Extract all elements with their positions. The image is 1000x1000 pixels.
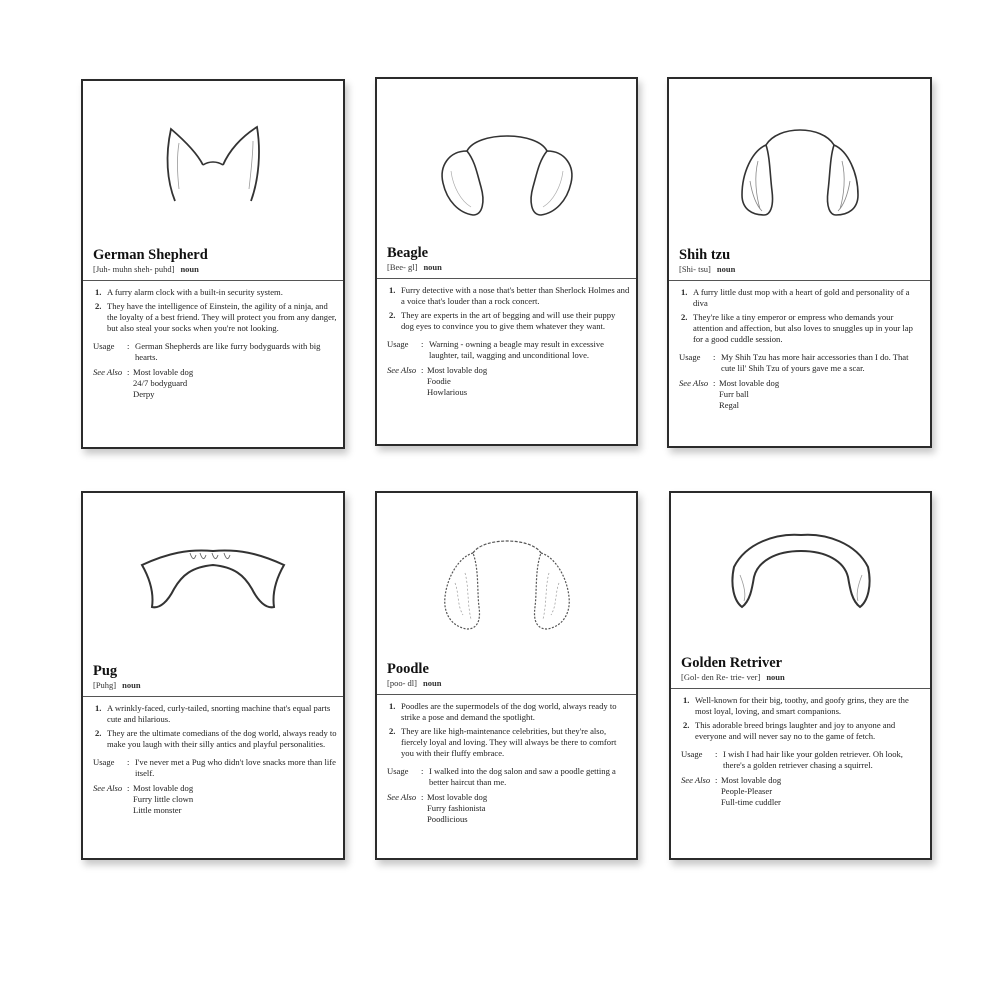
long-hair-ears-icon xyxy=(669,121,930,231)
card-shih-tzu xyxy=(667,77,932,448)
pronunciation: [Gol- den Re- trie- ver] noun xyxy=(681,672,785,682)
see-also: See Also : Most lovable dog Foodie Howlarious xyxy=(387,365,488,397)
definition-1: 1. A furry little dust mop with a heart of gold and personality of a diva xyxy=(681,287,910,308)
breed-title: German Shepherd xyxy=(93,247,208,263)
pronunciation: [Bee- gl] noun xyxy=(387,262,442,272)
see-also: See Also : Most lovable dog 24/7 bodyguard Derpy xyxy=(93,367,194,399)
divider xyxy=(669,280,930,281)
definition-1: 1. Well-known for their big, toothy, and goofy grins, they are the most loyal, loving, and smart companions. xyxy=(683,695,909,716)
floppy-ears-icon xyxy=(377,121,636,231)
see-also: See Also : Most lovable dog Furr ball Regal xyxy=(679,378,780,410)
see-also: See Also : Most lovable dog People-Pleaser Full-time cuddler xyxy=(681,775,782,807)
card-beagle xyxy=(375,77,638,446)
divider xyxy=(377,694,636,695)
breed-title: Pug xyxy=(93,663,118,679)
card-german-shepherd xyxy=(81,79,345,449)
divider xyxy=(377,278,636,279)
usage: Usage : I wish I had hair like your golden retriever. Oh look, there's a golden retriever chasing a squirrel. xyxy=(681,749,903,770)
usage: Usage : I've never met a Pug who didn't love snacks more than life itself. xyxy=(93,757,336,778)
pronunciation: [Puhg] noun xyxy=(93,680,141,690)
usage: Usage : Warning - owning a beagle may result in excessive laughter, tail, wagging and unconditional love. xyxy=(387,339,604,360)
definition-2: 2. They are the ultimate comedians of the dog world, always ready to make you laugh with their silly antics and playful personalities. xyxy=(95,728,337,749)
breed-title: Beagle xyxy=(387,245,429,261)
usage: Usage : My Shih Tzu has more hair accessories than I do. That cute lil' Shih Tzu of yours gave me a scar. xyxy=(679,352,909,373)
pointed-ears-icon xyxy=(83,121,343,231)
definition-2: 2. This adorable breed brings laughter and joy to anyone and everyone and will never say no to the game of fetch. xyxy=(683,720,896,741)
definition-1: 1. A furry alarm clock with a built-in security system. xyxy=(95,287,283,297)
card-pug xyxy=(81,491,345,860)
definition-2: 2. They are like high-maintenance celebrities, but they're also, fiercely loyal and loving. They will always be there to comfort you with their fluffy embrace. xyxy=(389,726,617,758)
definition-1: 1. Poodles are the supermodels of the dog world, always ready to strike a pose and demand the spotlight. xyxy=(389,701,617,722)
definition-1: 1. Furry detective with a nose that's better than Sherlock Holmes and a voice that's louder than a rock concert. xyxy=(389,285,630,306)
card-poodle xyxy=(375,491,638,860)
see-also: See Also : Most lovable dog Furry little clown Little monster xyxy=(93,783,194,815)
definition-2: 2. They're like a tiny emperor or empress who demands your attention and affection, but also loves to snuggles up in your lap for a good cuddle session. xyxy=(681,312,913,344)
drop-ears-icon xyxy=(671,531,930,641)
definition-2: 2. They have the intelligence of Einstein, the agility of a ninja, and the loyalty of a best friend. They will protect you from any danger, but also steal your socks when you're not looking. xyxy=(95,301,337,333)
definition-1: 1. A wrinkly-faced, curly-tailed, snorting machine that's equal parts cute and hilarious. xyxy=(95,703,331,724)
pronunciation: [Juh- muhn sheh- puhd] noun xyxy=(93,264,199,274)
pronunciation: [poo- dl] noun xyxy=(387,678,442,688)
pronunciation: [Shi- tsu] noun xyxy=(679,264,736,274)
breed-title: Poodle xyxy=(387,661,429,677)
definition-2: 2. They are experts in the art of begging and will use their puppy dog eyes to convince you to give them whatever they want. xyxy=(389,310,616,331)
divider xyxy=(83,280,343,281)
divider xyxy=(671,688,930,689)
usage: Usage : German Shepherds are like furry bodyguards with big hearts. xyxy=(93,341,321,362)
usage: Usage : I walked into the dog salon and saw a poodle getting a better haircut than me. xyxy=(387,766,616,787)
divider xyxy=(83,696,343,697)
folded-ears-icon xyxy=(83,545,343,655)
card-golden-retriver xyxy=(669,491,932,860)
breed-title: Golden Retriver xyxy=(681,655,783,671)
breed-title: Shih tzu xyxy=(679,247,731,263)
curly-ears-icon xyxy=(377,533,636,643)
see-also: See Also : Most lovable dog Furry fashionista Poodlicious xyxy=(387,792,488,824)
